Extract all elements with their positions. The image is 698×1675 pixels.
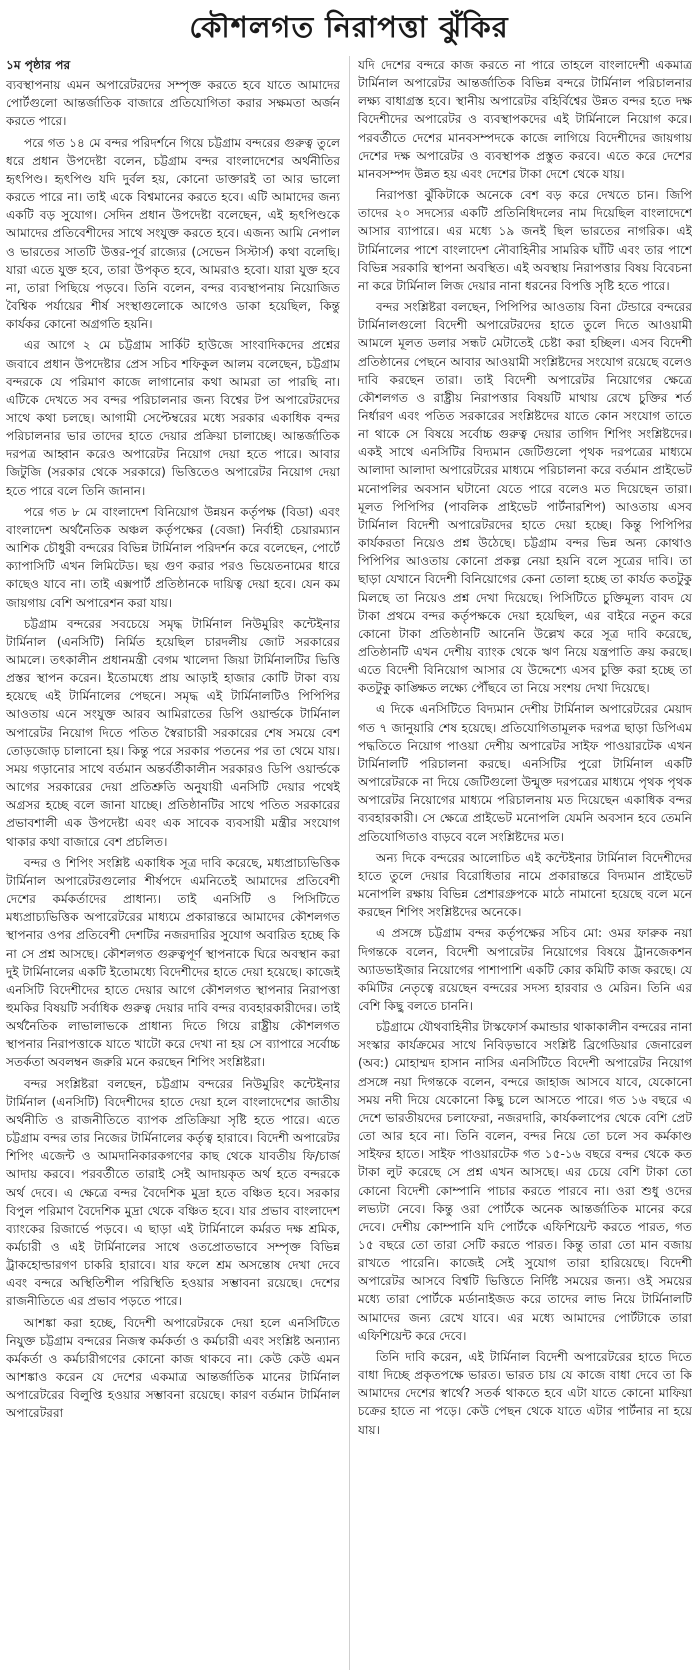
continued-from-label: ১ম পৃষ্ঠার পর xyxy=(6,58,71,72)
left-column xyxy=(6,56,340,1670)
right-column xyxy=(358,56,692,1670)
paragraph: বন্দর সংশ্লিষ্টরা বলছেন, চট্টগ্রাম বন্দরের নিউমুরিং কন্টেইনার টার্মিনাল (এনসিটি) বিদেশীদের হাতে দেয়া হলে বাংলাদেশের জাতীয় অর্থনীতি ও রাজনীতিতে ব্যাপক প্রতিক্রিয়া সৃষ্টি হতে পারে। এতে চট্টগ্রাম বন্দর তার নিজের টার্মিনালের কর্তৃত্ব হারাবে। বিদেশী অপারেটর শিপিং এজেন্ট ও আমদানিকারকগণের কাছ থেকে যাবতীয় ফি/চার্জ আদায় করবে। পরবর্তীতে তারাই সেই আদায়কৃত অর্থ হতে বন্দরকে অর্থ দেবে। এ ক্ষেত্রে বন্দর বৈদেশিক মুদ্রা হতে বঞ্চিত হবে। সরকার বিপুল পরিমাণ বৈদেশিক মুদ্রা থেকে বঞ্চিত হবে। যার প্রভাব বাংলাদেশ ব্যাংকের রিজার্ভে পড়বে। এ ছাড়া এই টার্মিনালে কর্মরত দক্ষ শ্রমিক, কর্মচারী ও এই টার্মিনালের সাথে ওতপ্রোতভাবে সম্পৃক্ত বিভিন্ন ট্রাকহোল্ডারগণ চাকরি হারাবে। যার ফলে শ্রম অসন্তোষ দেখা দেবে এবং বন্দরে অস্থিতিশীল পরিস্থিতি হওয়ার সম্ভাবনা রয়েছে। দেশের রাজনীতিতে এর প্রভাব পড়তে পারে। xyxy=(6,1076,340,1309)
paragraph: এ দিকে এনসিটিতে বিদ্যমান দেশীয় টার্মিনাল অপারেটরের মেয়াদ গত ৭ জানুয়ারি শেষ হয়েছে। প্রতিযোগিতামূলক দরপত্র ছাড়া ডিপিএম পদ্ধতিতে নিয়োগ পাওয়া দেশীয় অপারেটর সাইফ পাওয়ারটেক এখন টার্মিনালটি পরিচালনা করছে। এনসিটির পুরো টার্মিনাল একটি অপারেটরকে না দিয়ে জেটিগুলো উন্মুক্ত দরপত্রের মাধ্যমে পৃথক পৃথক অপারেটর নিয়োগের মাধ্যমে পরিচালনায় মত দিয়েছেন একাধিক বন্দর ব্যবহারকারী। সে ক্ষেত্রে প্রাইভেট মনোপলি যেমনি অবসান হবে তেমনি প্রতিযোগিতাও বাড়বে বলে সংশ্লিষ্টদের মত। xyxy=(358,702,692,844)
paragraph: বন্দর সংশ্লিষ্টরা বলছেন, পিপিপির আওতায় বিনা টেন্ডারে বন্দরের টার্মিনালগুলো বিদেশী অপারেটরদের হাতে তুলে দিতে আওয়ামী আমলে মূলত ডলার সন্ধট মেটাতেই চেষ্টা করা হচ্ছিল। এসব বিদেশী প্রতিষ্ঠানের পেছনে আবার আওয়ামী সংশ্লিষ্টদের সংযোগ রয়েছে বলেও দাবি করছেন তারা। তাই বিদেশী অপারেটর নিয়োগের ক্ষেত্রে কৌশলগত ও রাষ্ট্রীয় নিরাপত্তার বিষয়টি মাথায় রেখে চুক্তির শর্ত নির্ধারণ এবং পতিত সরকারের সংশ্লিষ্টদের যাতে কোন সংযোগ তাতে না থাকে সে বিষয়ে সর্বোচ্চ গুরুত্ব দেয়ার তাগিদ শিপিং সংশ্লিষ্টদের। একই সাথে এনসিটির বিদ্যমান জেটিগুলো পৃথক দরপত্রের মাধ্যমে আলাদা আলাদা অপারেটরের মাধ্যমে পরিচালনা করে বর্তমান প্রাইভেট মনোপলির অবসান ঘটানো যেতে পারে বলেও মত দিয়েছেন তারা। মূলত পিপিপির (পাবলিক প্রাইভেট পার্টনারশিপ) আওতায় এসব টার্মিনাল বিদেশী অপারেটরদের হাতে দেয়া হচ্ছে। কিন্তু পিপিপির কার্যকরতা নিয়েও প্রশ্ন উঠেছে। চট্টগ্রাম বন্দর ভিন্ন অন্য কোথাও পিপিপির আওতায় কোনো প্রকল্প নেয়া হয়নি বলে সূত্রের দাবি। তা ছাড়া যেখানে বিদেশী বিনিয়োগের কেনা তোলা হচ্ছে তা কার্যত কতটুকু মিলছে তা নিয়েও প্রশ্ন দেখা দিয়েছে। পিসিটিতে চুক্তিমূল্য বাবদ যে টাকা প্রথমে বন্দর কর্তৃপক্ষকে দেয়া হয়েছিল, এর বাইরে নতুন করে কোনো টাকা প্রতিষ্ঠানটি আনেনি উল্লেখ করে সূত্র দাবি করেছে, প্রতিষ্ঠানটি এখন দেশীয় ব্যাংক থেকে ঋণ নিয়ে যন্ত্রপাতি ক্রয় করছে। এতে বিদেশী বিনিয়োগ আসার যে উদ্দেশ্যে এসব চুক্তি করা হচ্ছে তা কতটুকু কাঙ্ক্ষিত লক্ষ্যে পৌঁছবে তা নিয়ে সংশয় দেখা দিয়েছে। xyxy=(358,300,692,696)
headline: কৌশলগত নিরাপত্তা ঝুঁকির xyxy=(189,10,509,44)
paragraph: ব্যবস্থাপনায় এমন অপারেটরদের সম্পৃক্ত করতে হবে যাতে আমাদের পোর্টগুলো আন্তর্জাতিক বাজারে প্রতিযোগিতা করার সক্ষমতা অর্জন করতে পারে। xyxy=(6,78,340,129)
paragraph: পরে গত ৮ মে বাংলাদেশ বিনিয়োগ উন্নয়ন কর্তৃপক্ষ (বিডা) এবং বাংলাদেশ অর্থনৈতিক অঞ্চল কর্তৃপক্ষের (বেজা) নির্বাহী চেয়ারম্যান আশিক চৌধুরী বন্দরের বিভিন্ন টার্মিনাল পরিদর্শন করে বলেছেন, পোর্টে ক্যাপাসিটি এখন লিমিটেড। ছয় গুণ করার পরও ভিয়েতনামের ধারে কাছেও যাবে না। তাই এক্সপার্ট প্রতিষ্ঠানকে দায়িত্ব দেয়া হবে। যেন কম জায়গায় বেশি অপারেশন করা যায়। xyxy=(6,504,340,610)
paragraph: নিরাপত্তা ঝুঁকিটাকে অনেকে বেশ বড় করে দেখতে চান। জিপি তাদের ২০ সদস্যের একটি প্রতিনিধিদলের নাম দিয়েছিল বাংলাদেশে আসার ব্যাপারে। এর মধ্যে ১৯ জনই ছিল ভারতের নাগরিক। এই টার্মিনালের পাশে বাংলাদেশ নৌবাহিনীর সামরিক ঘাঁটি এবং তার পাশে বিভিন্ন সরকারি স্থাপনা অবস্থিত। এই অবস্থায় নিরাপত্তার বিষয় বিবেচনা না করে টার্মিনাল লিজ দেয়ার নানা ধরনের বিপত্তি সৃষ্টি হতে পারে। xyxy=(358,188,692,293)
paragraph: আশঙ্কা করা হচ্ছে, বিদেশী অপারেটরকে দেয়া হলে এনসিটিতে নিযুক্ত চট্টগ্রাম বন্দরের নিজস্ব কর্মকর্তা ও কর্মচারী এবং সংশ্লিষ্ট অন্যান্য কর্মকর্তা ও কর্মচারীগণের কোনো কাজ থাকবে না। কেউ কেউ এমন আশঙ্কাও করেন যে দেশের একমাত্র আন্তর্জাতিক মানের টার্মিনাল অপারেটরের বিলুপ্তি হওয়ার সম্ভাবনা রয়েছে। কারণ বর্তমান টার্মিনাল অপারেটররা xyxy=(6,1315,340,1421)
paragraph: এর আগে ২ মে চট্টগ্রাম সার্কিট হাউজে সাংবাদিকদের প্রশ্নের জবাবে প্রধান উপদেষ্টার প্রেস সচিব শফিকুল আলম বলেছেন, চট্টগ্রাম বন্দরকে যে পরিমাণ কাজে লাগানোর কথা আমরা তা পারছি না। এটিকে দেখতে সব বন্দর পরিচালনার জন্য বিশ্বের টপ অপারেটরদের সাথে কথা চলছে। আগামী সেপ্টেম্বরের মধ্যে সরকার একাধিক বন্দর পরিচালনার ভার তাদের হাতে দেয়ার প্রক্রিয়া চালাচ্ছে। আন্তর্জাতিক দরপত্র আহ্বান করেও অপারেটর নিয়োগ দেয়া হতে পারে। আবার জিটুজি (সরকার থেকে সরকারে) ভিত্তিতেও অপারেটর নিয়োগ দেয়া হতে পারে বলে তিনি জানান। xyxy=(6,338,340,498)
paragraph: এ প্রসঙ্গে চট্টগ্রাম বন্দর কর্তৃপক্ষের সচিব মো: ওমর ফারুক নয়া দিগন্তকে বলেন, বিদেশী অপারেটর নিয়োগের বিষয়ে ট্রানজেকশন অ্যাডভাইজার নিয়োগের পাশাপাশি একটি কোর কমিটি কাজ করছে। যে কমিটির নেতৃত্বে রয়েছেন বন্দরের সদস্য হারবার ও মেরিন। তিনি এর বেশি কিছু বলতে চাননি। xyxy=(358,926,692,1013)
column-divider xyxy=(349,56,350,1670)
paragraph: চট্টগ্রাম বন্দরের সবচেয়ে সমৃদ্ধ টার্মিনাল নিউমুরিং কন্টেইনার টার্মিনাল (এনসিটি) নির্মিত হয়েছিল চারদলীয় জোট সরকারের আমলে। তৎকালীন প্রধানমন্ত্রী বেগম খালেদা জিয়া টার্মিনালটির ভিত্তি প্রস্তর স্থাপন করেন। ইতোমধ্যে প্রায় আড়াই হাজার কোটি টাকা ব্যয় হয়েছে এই টার্মিনালের পেছনে। সমৃদ্ধ এই টার্মিনালটিও পিপিপির আওতায় এনে সংযুক্ত আরব আমিরাতের ডিপি ওয়ার্ল্ডকে টার্মিনাল অপারেটর নিয়োগ দিতে পতিত স্বৈরাচারী সরকারের শেষ সময়ে বেশ তোড়জোড় চালানো হয়। কিন্তু পরে সরকার পতনের পর তা থেমে যায়। সময় গড়ানোর সাথে বর্তমান অন্তর্বর্তীকালীন সরকারও ডিপি ওয়ার্ল্ডকে আগের সরকারের দেয়া প্রতিশ্রুতি অনুযায়ী এনসিটি দেয়ার পথেই অগ্রসর হচ্ছে বলে জানা যাচ্ছে। প্রতিষ্ঠানটির সাথে পতিত সরকারের প্রভাবশালী এক উপদেষ্টা এবং এক সাবেক ব্যবসায়ী মন্ত্রীর সংযোগ থাকার কথা বাজারে বেশ প্রচলিত। xyxy=(6,616,340,849)
paragraph: বন্দর ও শিপিং সংশ্লিষ্ট একাধিক সূত্র দাবি করেছে, মধ্যপ্রাচ্যভিত্তিক টার্মিনাল অপারেটরগুলোর শীর্ষপদে এমনিতেই আমাদের প্রতিবেশী দেশের কর্মকর্তাদের প্রাধান্য। তাই এনসিটি ও পিসিটিতে মধ্যপ্রাচ্যভিত্তিক অপারেটরের মাধ্যমে প্রকারান্তরে আমাদের কৌশলগত স্থাপনার ওপর প্রতিবেশী দেশটির নজরদারির সুযোগ অবারিত হচ্ছে কি না সে প্রশ্ন আসছে। কৌশলগত গুরুত্বপূর্ণ স্থাপনাকে ঘিরে অবস্থান করা দুই টার্মিনালের একটি ইতোমধ্যে বিদেশীদের হাতে দেয়া হয়েছে। কাজেই এনসিটি বিদেশীদের হাতে দেয়ার আগে কৌশলগত স্থাপনার নিরাপত্তা হুমকির বিষয়টি সর্বাধিক গুরুত্ব দেয়ার দাবি বন্দর ব্যবহারকারীদের। তাই অর্থনৈতিক লাভালাভকে প্রাধান্য দিতে গিয়ে রাষ্ট্রীয় কৌশলগত স্থাপনার নিরাপত্তাকে যাতে খাটো করে দেখা না হয় সে ব্যাপারে সর্বোচ্চ সতর্কতা অবলম্বন জরুরি মনে করছেন শিপিং সংশ্লিষ্টরা। xyxy=(6,855,340,1070)
article-columns xyxy=(6,56,692,1670)
paragraph: অন্য দিকে বন্দরের আলোচিত এই কন্টেইনার টার্মিনাল বিদেশীদের হাতে তুলে দেয়ার বিরোধিতার নামে প্রকারান্তরে বিদ্যমান প্রাইভেট মনোপলি রক্ষায় বিভিন্ন প্রেশারগ্রুপকে মাঠে নামানো হয়েছে বলে মনে করছেন শিপিং সংশ্লিষ্টদের অনেকে। xyxy=(358,850,692,920)
paragraph: পরে গত ১৪ মে বন্দর পরিদর্শনে গিয়ে চট্টগ্রাম বন্দরের গুরুত্ব তুলে ধরে প্রধান উপদেষ্টা বলেন, চট্টগ্রাম বন্দর বাংলাদেশের অর্থনীতির হৃৎপিণ্ড। হৃৎপিণ্ড যদি দুর্বল হয়, কোনো ডাক্তারই তা আর ভালো করতে পারে না। তাই একে বিশ্বমানের করতে হবে। এটি আমাদের জন্য একটি বড় সুযোগ। সেদিন প্রধান উপদেষ্টা বলেছেন, এই হৃৎপিণ্ডকে আমাদের প্রতিবেশীদের সাথে সংযুক্ত করতে হবে। এজন্য আমি নেপাল ও ভারতের সাতটি উত্তর-পূর্ব রাজ্যের (সেভেন সিস্টার্স) কথা বলেছি। যারা এতে যুক্ত হবে, তারা উপকৃত হবে, আমরাও হবো। যারা যুক্ত হবে না, তারা পিছিয়ে পড়বে। তিনি বলেন, বন্দর ব্যবস্থাপনায় নিয়োজিত বৈশ্বিক পর্যায়ের শীর্ষ সংস্থাগুলোকে আগেও ডাকা হয়েছিল, কিন্তু কার্যকর কোনো অগ্রগতি হয়নি। xyxy=(6,135,340,332)
paragraph: তিনি দাবি করেন, এই টার্মিনাল বিদেশী অপারেটরের হাতে দিতে বাধা দিচ্ছে প্রকৃতপক্ষে ভারত। ভারত চায় যে কাজে বাধা দেবে তা কি আমাদের দেশের স্বার্থে? সতর্ক থাকতে হবে এটা যাতে কোনো মাফিয়া চক্রের হাতে না পড়ে। কেউ পেছন থেকে যাতে এটার পার্টনার না হয়ে যায়। xyxy=(358,1349,692,1437)
paragraph: যদি দেশের বন্দরে কাজ করতে না পারে তাহলে বাংলাদেশী একমাত্র টার্মিনাল অপারেটর আন্তর্জাতিক বিভিন্ন বন্দরে টার্মিনাল পরিচালনার লক্ষ্য বাধাগ্রস্ত হবে। স্থানীয় অপারেটর বহির্বিশ্বের উন্নত বন্দর হতে দক্ষ বিদেশীদের অপারেটর ও ব্যবস্থাপকদের এই টার্মিনালে নিয়োগ করে। পরবর্তীতে দেশের মানবসম্পদকে কাজে লাগিয়ে বিদেশীদের জায়গায় দেশের দক্ষ অপারেটর ও ব্যবস্থাপক প্রস্তুত করবে। এতে করে দেশের মানবসম্পদ উন্নত হয় এবং দেশের টাকা দেশে থেকে যায়। xyxy=(358,58,692,181)
paragraph: চট্টগ্রামে যৌথবাহিনীর টাস্কফোর্স কমান্ডার থাকাকালীন বন্দরের নানা সংস্কার কার্যক্রমের সাথে নিবিড়ভাবে সংশ্লিষ্ট ব্রিগেডিয়ার জেনারেল (অব:) মোহাম্মদ হাসান নাসির এনসিটিতে বিদেশী অপারেটর নিয়োগ প্রসঙ্গে নয়া দিগন্তকে বলেন, বন্দরে জাহাজ আসবে যাবে, যেকোনো সময় নদী দিয়ে যেকোনো কিছু চলে আসতে পারে। গত ১৬ বছরে এ দেশে ভারতীয়দের চলাফেরা, নজরদারি, কার্যকলাপের থেকে বেশি প্রেট তো আর হবে না। তিনি বলেন, বন্দর নিয়ে তো চলে সব কর্মকাণ্ড সাইফর হাতে। সাইফ পাওয়ারটেক গত ১৫-১৬ বছরে বন্দর থেকে কত টাকা লুট করেছে সে প্রশ্ন এখন আসছে। এর চেয়ে বেশি টাকা তো কোনো বিদেশী কোম্পানি পাচার করতে পারবে না। ওরা শুধু ওদের লভ্যটা নেবে। কিন্তু ওরা পোর্টকে অনেক আন্তর্জাতিক মানের করে দেবে। দেশীয় কোম্পানি যদি পোর্টকে এফিশিয়েন্ট করতে পারত, গত ১৫ বছরে তো তারা সেটি করতে পারত। কিন্তু তারা তো মান বজায় রাখতে পারেনি। কাজেই সেই সুযোগ তারা হারিয়েছে। বিদেশী অপারেটর আসবে বিশ্বটি ভিত্তিতে নির্দিষ্ট সময়ের জন্য। ওই সময়ের মধ্যে তারা পোর্টকে মর্ডানাইজড করে তাদের লাভ নিয়ে টার্মিনালটি আমাদের জন্য রেখে যাবে। এর মধ্যে আমাদের পোর্টটাকে তারা এফিশিয়েন্ট করে দেবে। xyxy=(358,1020,692,1343)
